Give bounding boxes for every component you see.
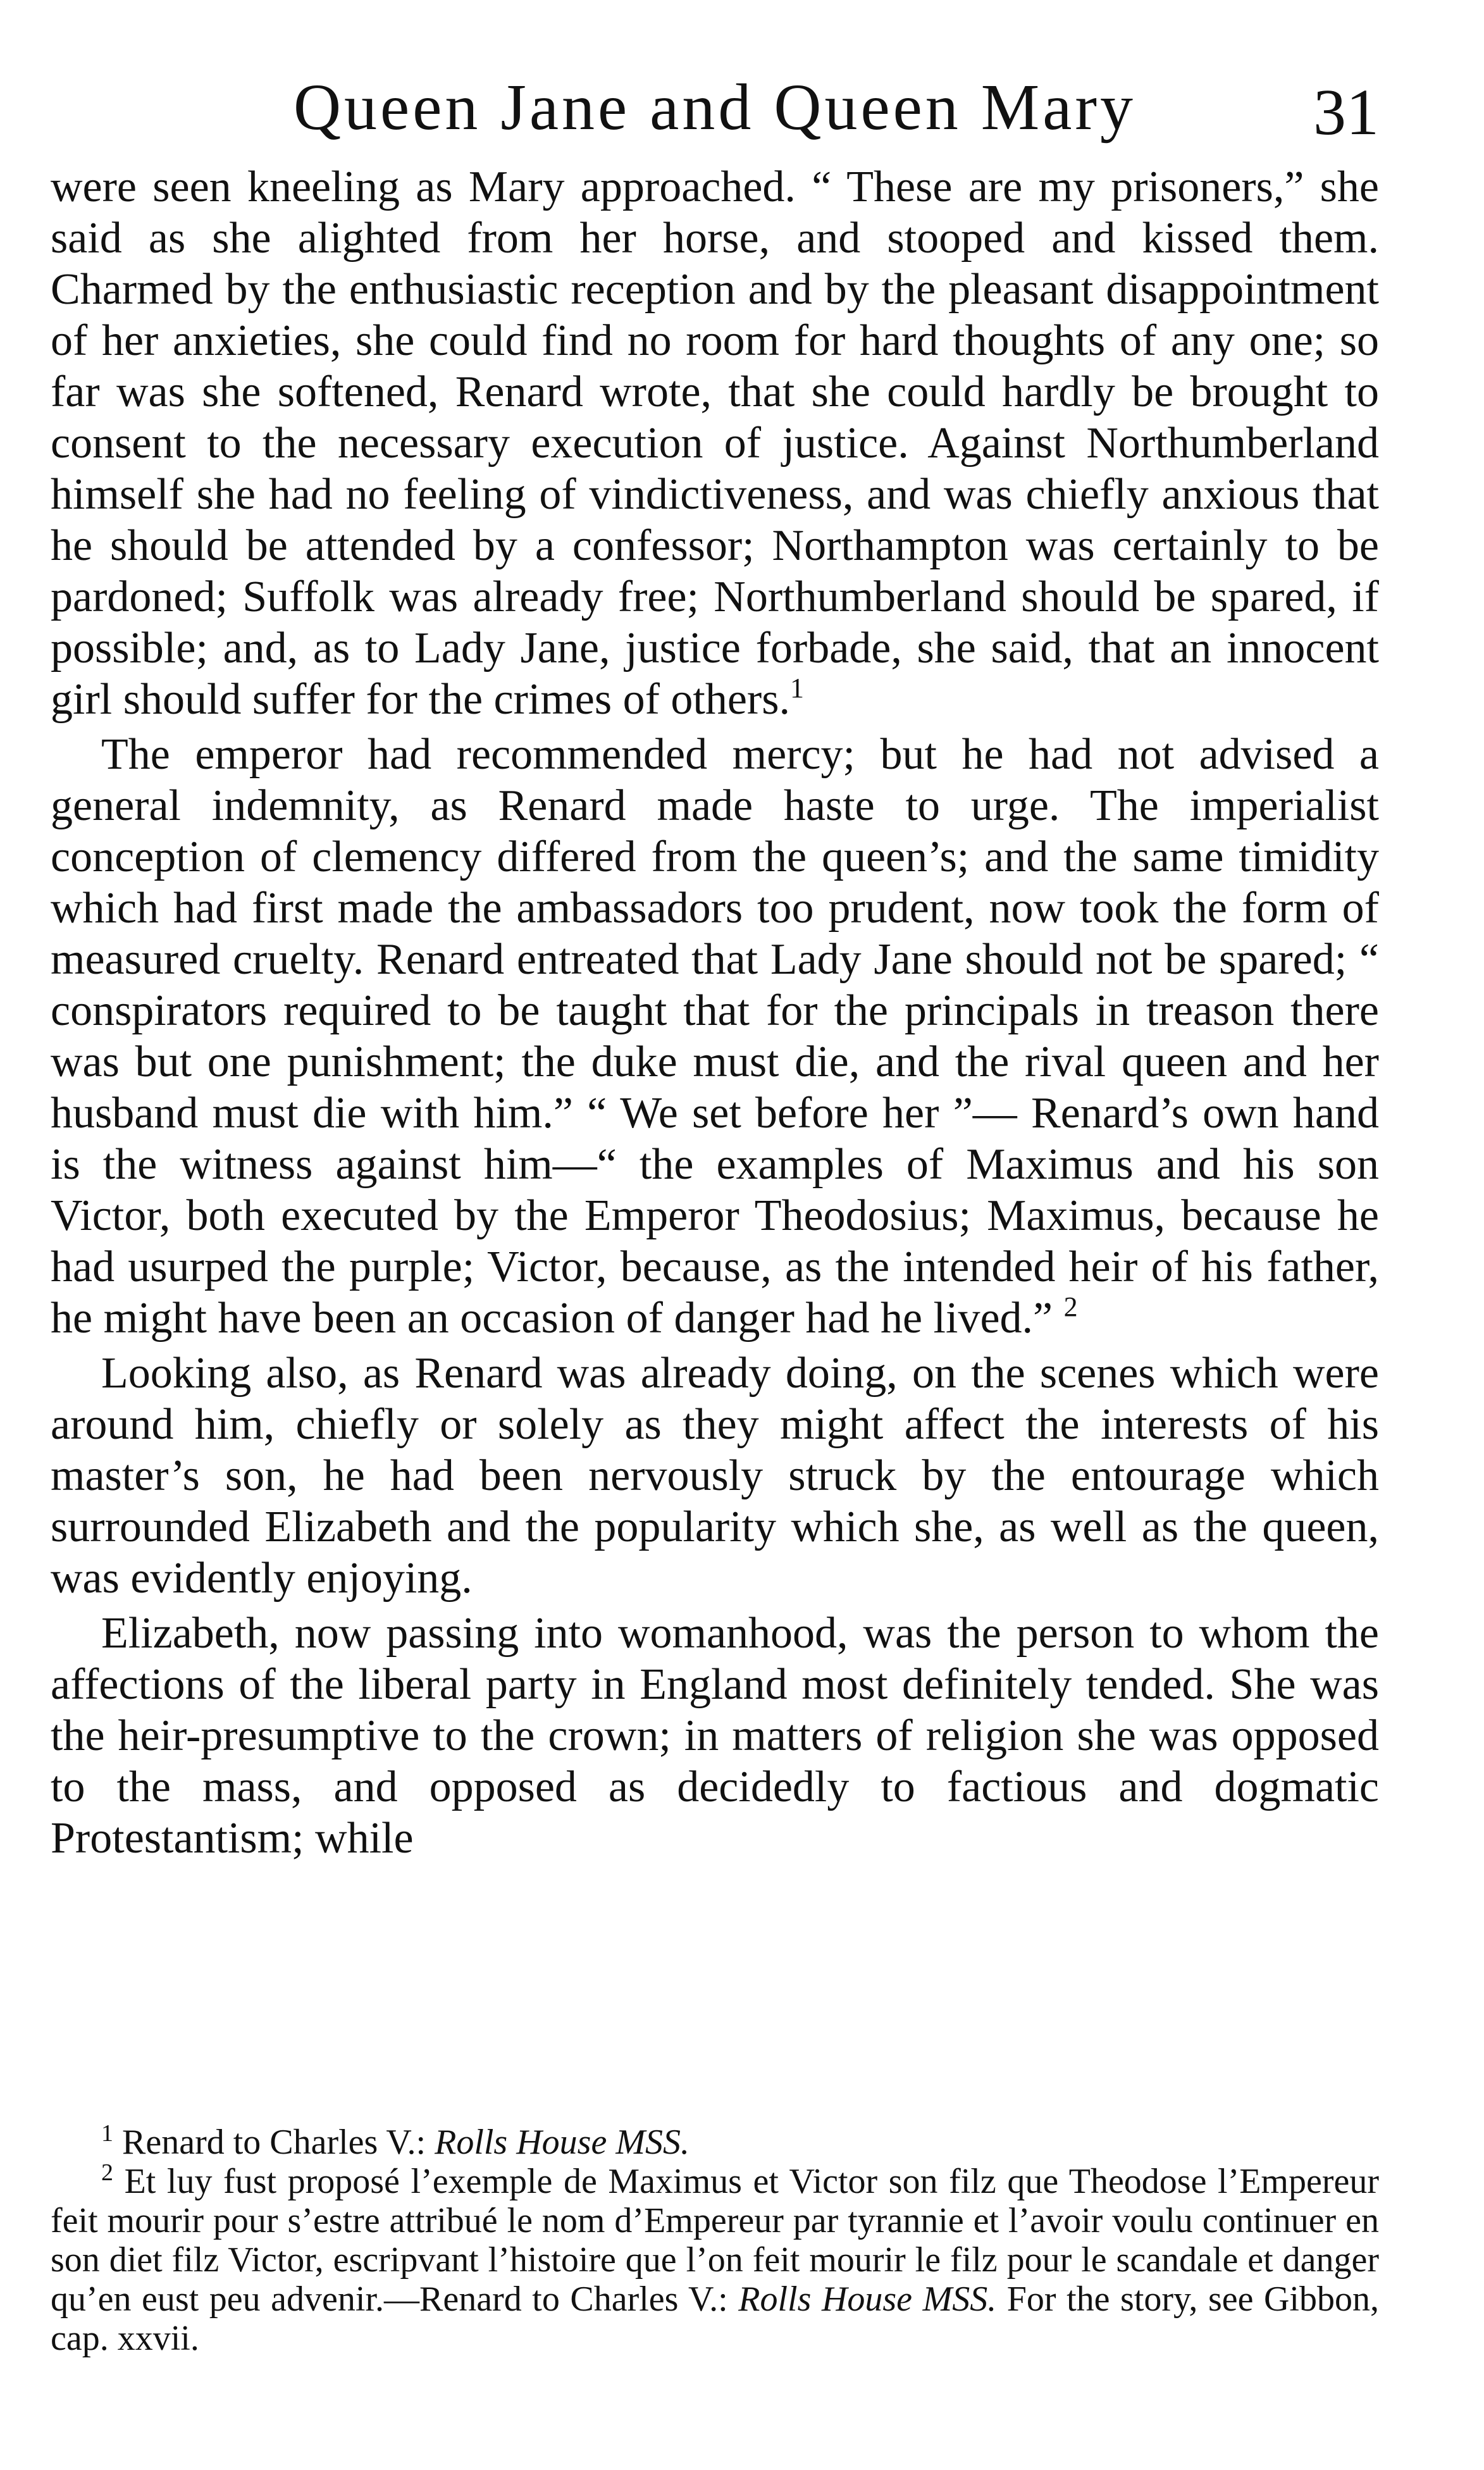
footnote-mark: 1	[101, 2120, 113, 2147]
paragraph	[51, 729, 1379, 1344]
footnote-text: Renard to Charles V.:	[122, 2123, 435, 2162]
paragraph-text: were seen kneeling as Mary approached. “ These are my prisoners,” she said as she alighted from her horse, and stooped and kissed them. Charmed by the enthusiastic reception and by the pleasant disappointment of her anxieties, she could find no room for hard thoughts of any one; so far was she softened, Renard wrote, that she could hardly be brought to consent to the necessary execution of justice. Against Northumberland himself she had no feeling of vindictiveness, and was chiefly anxious that he should be attended by a confessor; Northampton was certainly to be pardoned; Suffolk was already free; Northumberland should be spared, if possible; and, as to Lady Jane, justice forbade, she said, that an innocent girl should suffer for the crimes of others.	[51, 163, 1379, 724]
footnote	[51, 2120, 1379, 2162]
footnote-mark: 2	[101, 2159, 113, 2186]
paragraph-text: The emperor had recommended mercy; but he had not advised a general indemnity, as Renard made haste to urge. The imperialist conception of clemency differed from the queen’s; and the same timidity which had first made the ambassadors too prudent, now took the form of measured cruelty. Renard entreated that Lady Jane should not be spared; “ conspirators required to be taught that for the principals in treason there was but one punishment; the duke must die, and the rival queen and her husband must die with him.” “ We set before her ”— Renard’s own hand is the witness against him—“ the examples of Maximus and his son Victor, both executed by the Emperor Theodosius; Maximus, because he had usurped the purple; Victor, because, as the intended heir of his father, he might have been an occasion of danger had he lived.”	[51, 730, 1379, 1343]
page-header	[51, 60, 1379, 155]
paragraph	[51, 161, 1379, 725]
footnote-text: Et luy fust proposé l’exemple de Maximus et Victor son filz que Theodose l’Empereur feit mourir pour s’estre attribué le nom d’Empereur par tyrannie et l’avoir voulu continuer en son diet filz Victor, escripvant l’histoire que l’on feit mourir le filz pour le scandale et danger qu’en eust peu advenir.—Renard to Charles V.:	[51, 2162, 1379, 2319]
footnote-source: Rolls House MSS.	[435, 2123, 689, 2162]
paragraph-text: Looking also, as Renard was already doing, on the scenes which were around him, chiefly or solely as they might affect the interests of his master’s son, he had been nervously struck by the entourage which surrounded Elizabeth and the popularity which she, as well as the queen, was evidently enjoying.	[51, 1349, 1379, 1603]
footnote-ref: 2	[1063, 1291, 1078, 1322]
footnote	[51, 2159, 1379, 2358]
paragraph	[51, 1608, 1379, 1864]
footnote-tail: For the story, see Gibbon, cap. xxvii.	[51, 2280, 1379, 2358]
footnote-ref: 1	[789, 673, 804, 704]
footnote-source: Rolls House MSS.	[738, 2280, 997, 2319]
body-text	[51, 161, 1379, 1864]
footnotes	[51, 2120, 1379, 2358]
paragraph	[51, 1348, 1379, 1604]
page-number: 31	[1313, 76, 1379, 149]
paragraph-text: Elizabeth, now passing into womanhood, was the person to whom the affections of the liberal party in England most definitely tended. She was the heir-presumptive to the crown; in matters of religion she was opposed to the mass, and opposed as decidedly to factious and dogmatic Protestantism; while	[51, 1609, 1379, 1863]
running-title: Queen Jane and Queen Mary	[293, 71, 1137, 144]
